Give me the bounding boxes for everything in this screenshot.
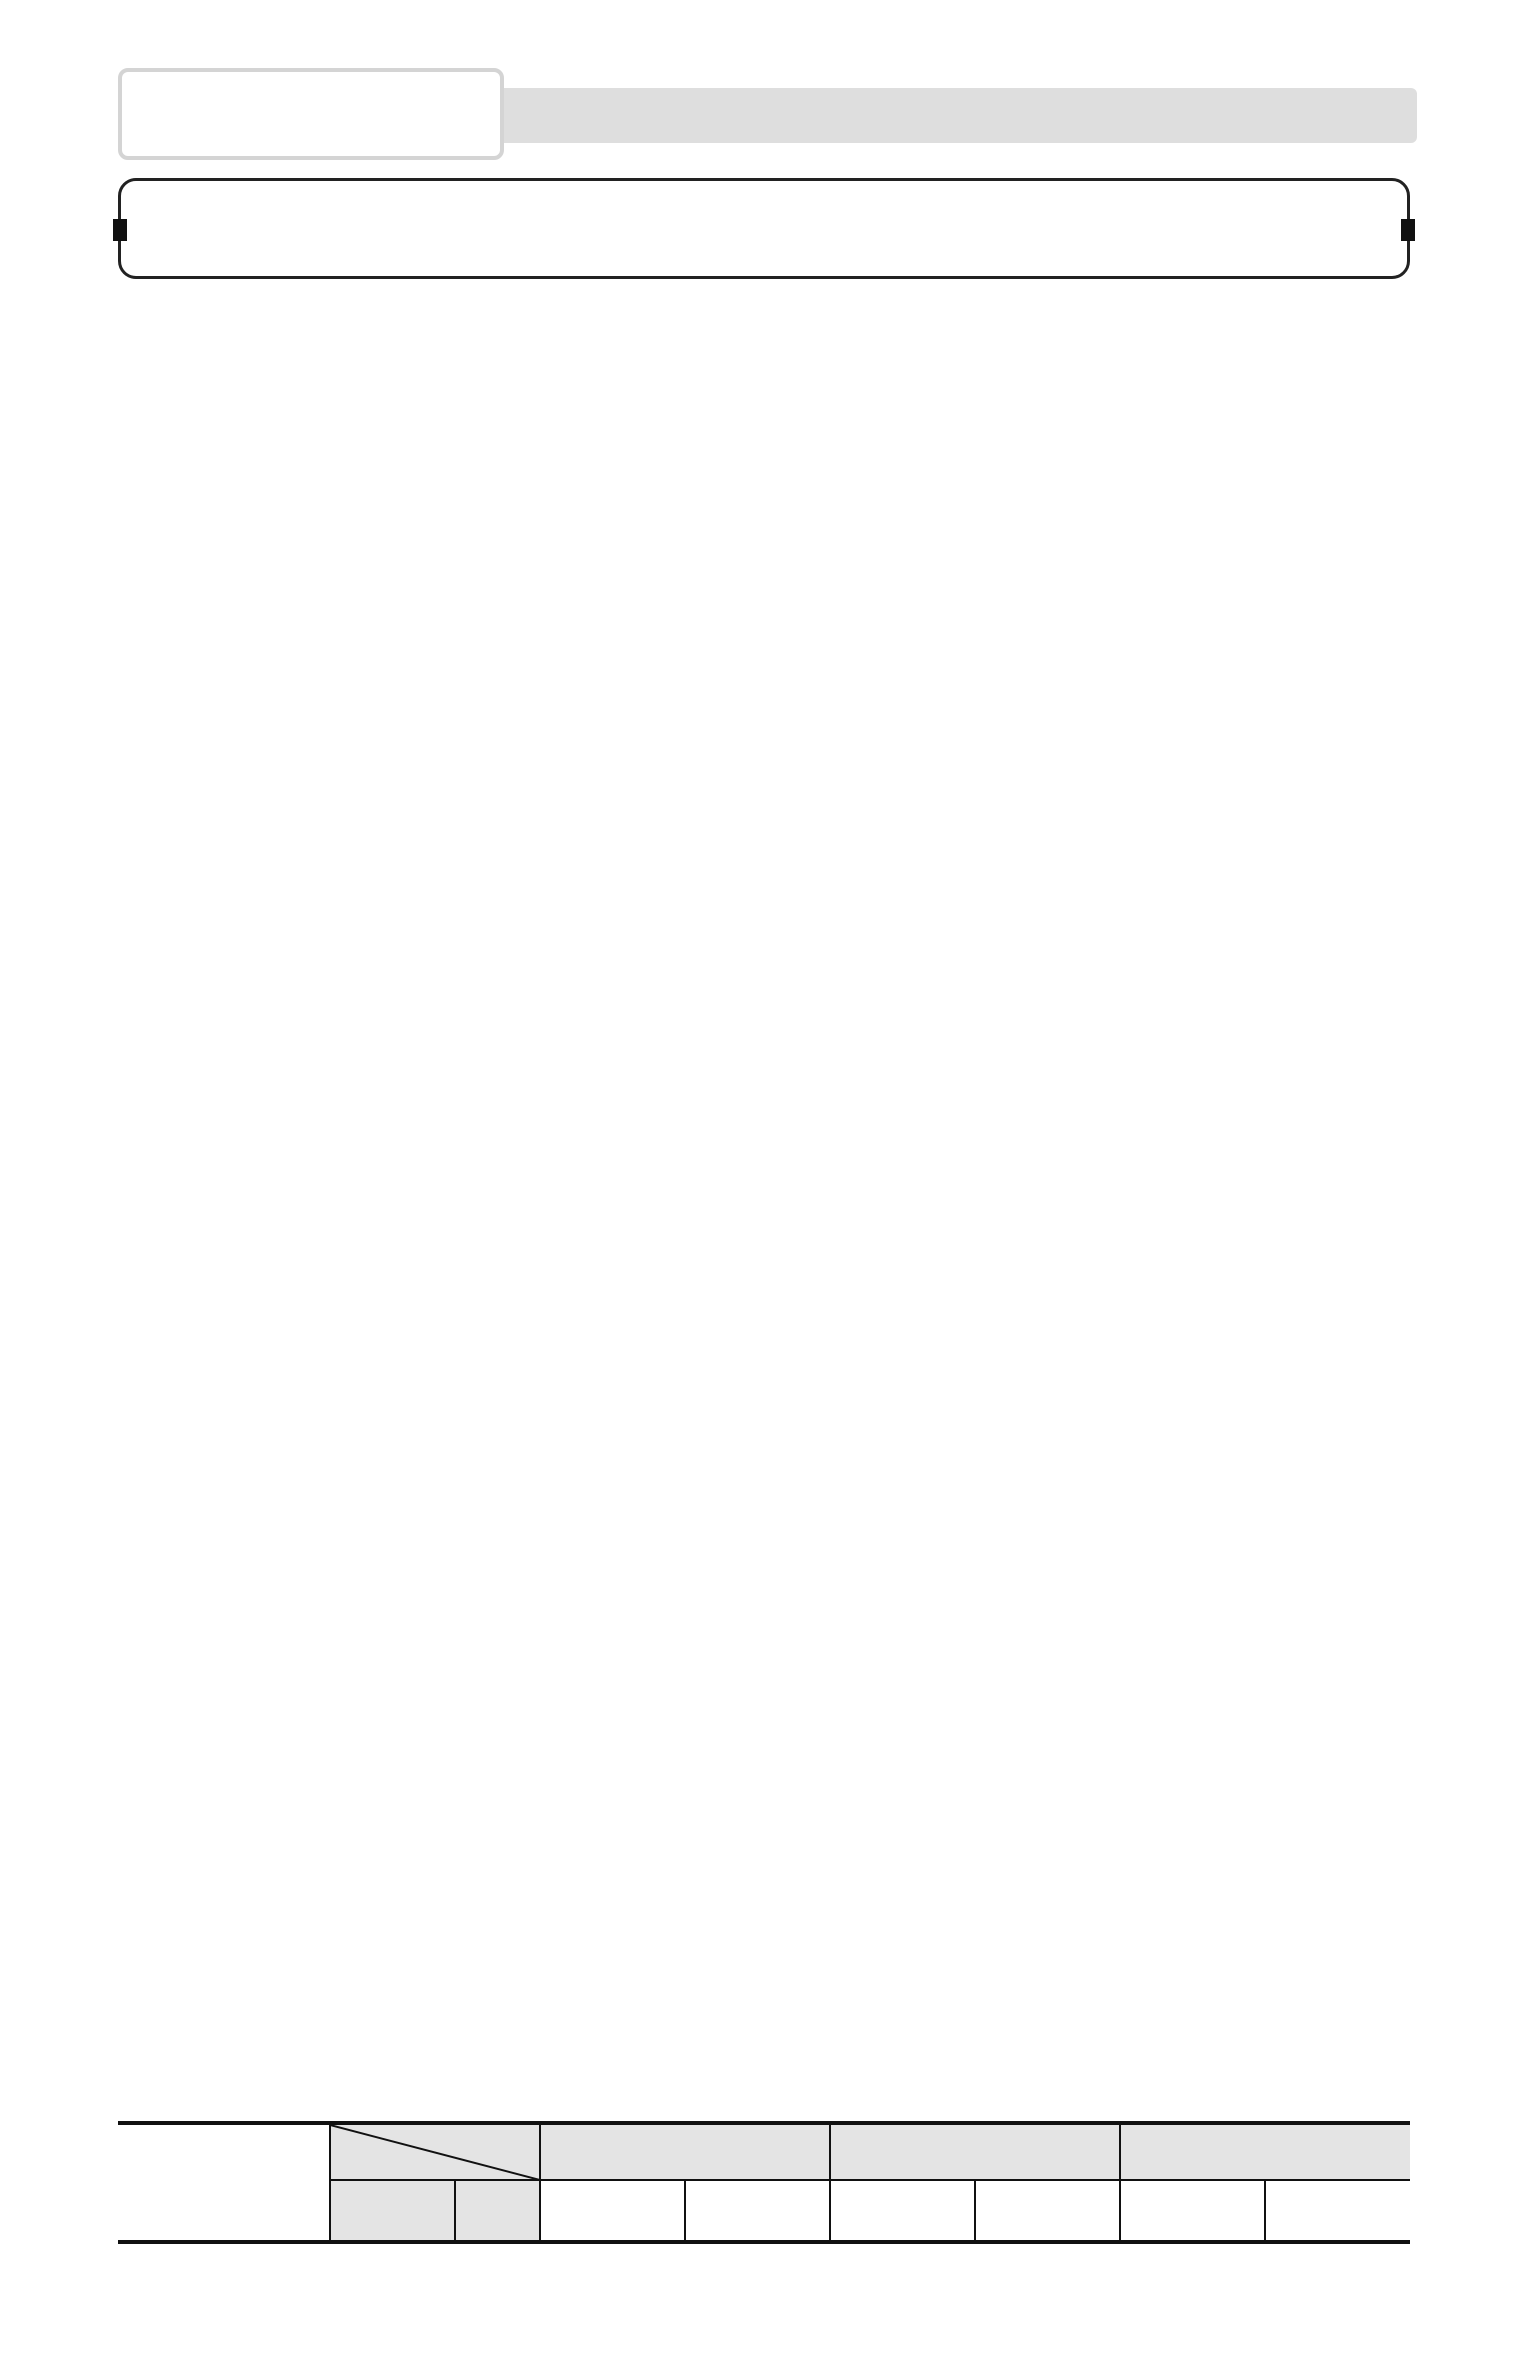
row-label-prayer — [330, 2180, 455, 2240]
row-label-announce — [455, 2180, 540, 2240]
header-service-3 — [1120, 2125, 1410, 2180]
next-week-title — [118, 2125, 330, 2240]
page-title — [118, 68, 504, 160]
header-service-2 — [830, 2125, 1120, 2180]
left-notch — [113, 219, 127, 241]
music-note — [176, 302, 205, 328]
next-week-table — [118, 2121, 1410, 2244]
right-notch — [1401, 219, 1415, 241]
service-times-box — [118, 178, 1410, 279]
header-service-1 — [540, 2125, 830, 2180]
header-diagonal — [330, 2125, 540, 2180]
